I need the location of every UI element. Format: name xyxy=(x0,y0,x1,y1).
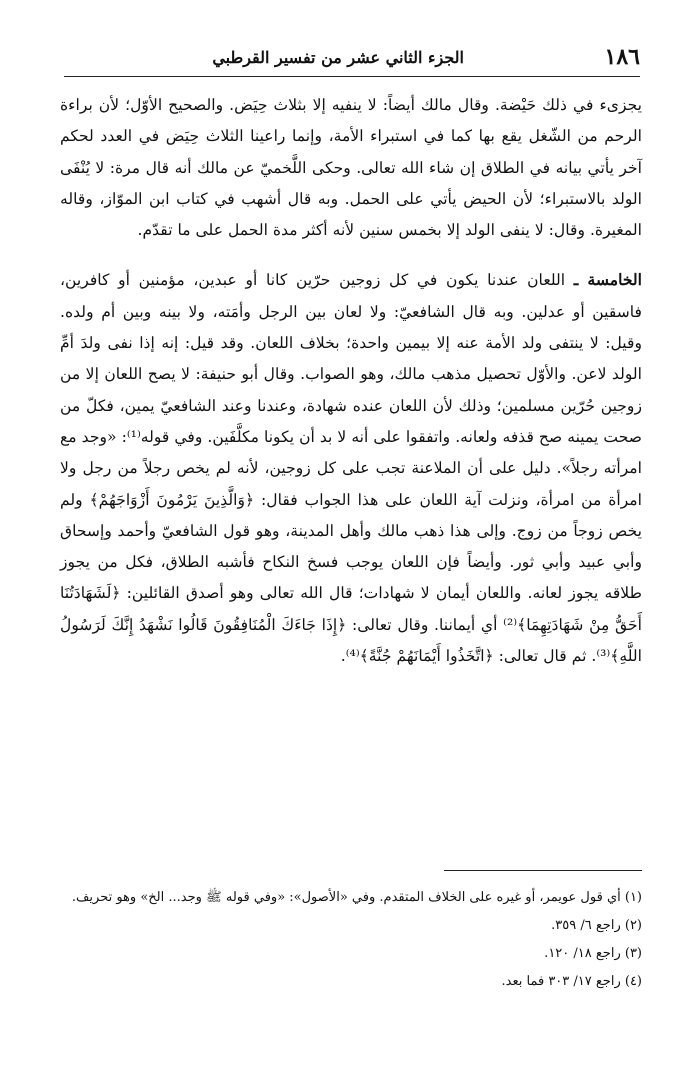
page-header xyxy=(64,44,640,77)
paragraph-2-text: اللعان عندنا يكون في كل زوجين حرّين كانا أو عبدين، مؤمنين أو كافرين، فاسقين أو عدلين. وبه قال الشافعيّ: ولا لعان بين الرجل وأمَته، ولا بينه وبين أم ولده. وقيل: لا ينتفى ولد الأمة عنه إلا بيمين واحدة؛ بخلاف اللعان. وقد قيل: إنه إذا نفى ولدَ أمِّ الولد لاعن. والأوّل تحصيل مذهب مالك، وهو الصواب. وقال أبو حنيفة: لا يصح اللعان إلا من زوجين حُرّين مسلمين؛ وذلك لأن اللعان عنده شهادة، وعندنا وعند الشافعيّ يمين، فكلّ من صحت يمينه صح قذفه ولعانه. واتفقوا على أنه لا بد أن يكونا مكلَّفَين. وفي قوله⁽¹⁾: «وجد مع امرأته رجلاً». دليل على أن الملاعنة تجب على كل زوجين، لأنه لم يخص رجلاً من رجل ولا امرأة من امرأة، ونزلت آية اللعان على هذا الجواب فقال: ﴿وَالَّذِينَ يَرْمُونَ أَزْوَاجَهُمْ﴾ ولم يخص زوجاً من زوج. وإلى هذا ذهب مالك وأهل المدينة، وهو قول الشافعيّ وأحمد وإسحاق وأبي عبيد وأبي ثور. وأيضاً فإن اللعان يوجب فسخ النكاح فأشبه الطلاق، فكل من يجوز طلاقه يجوز لعانه. واللعان أيمان لا شهادات؛ قال الله تعالى وهو أصدق القائلين: ﴿لَشَهَادَتُنَا أَحَقُّ مِنْ شَهَادَتِهِمَا﴾⁽²⁾ أي أيماننا. وقال تعالى: ﴿إِذَا جَاءَكَ الْمُنَافِقُونَ قَالُوا نَشْهَدُ إِنَّكَ لَرَسُولُ اللَّهِ﴾⁽³⁾. ثم قال تعالى: ﴿اتَّخَذُوا أَيْمَانَهُمْ جُنَّةً﴾⁽⁴⁾. xyxy=(60,271,643,666)
section-lead: الخامسة ـ xyxy=(573,270,642,290)
footnote-3: (٣) راجع ١٨/ ١٢٠. xyxy=(544,946,642,961)
running-title: الجزء الثاني عشر من تفسير القرطبي xyxy=(212,48,464,67)
footnote-4: (٤) راجع ١٧/ ٣٠٣ فما بعد. xyxy=(501,974,642,989)
footnote-1: (١) أي قول عويمر، أو غيره على الخلاف المتقدم. وفي «الأصول»: «وفي قوله ﷺ وجد... الخ» وهو تحريف. xyxy=(71,890,642,905)
paragraph-2 xyxy=(60,264,642,672)
footnotes-divider xyxy=(444,870,642,871)
footnote-2: (٢) راجع ٦/ ٣٥٩. xyxy=(551,918,642,933)
footnotes xyxy=(60,884,642,996)
paragraph-1: يجزىء في ذلك حَيْضة. وقال مالك أيضاً: لا ينفيه إلا بثلاث حِيَض. والصحيح الأوّل؛ لأن براءة الرحم من الشّغل يقع بها كما في استبراء الأمة، وإنما راعينا الثلاث حِيَض في العدد لحكم آخر يأتي بيانه في الطلاق إن شاء الله تعالى. وحكى اللَّخميّ عن مالك أنه قال مرة: لا يُنْفَى الولد بالاستبراء؛ لأن الحيض يأتي على الحمل. وبه قال أشهب في كتاب ابن الموّاز، وقاله المغيرة. وقال: لا ينفى الولد إلا بخمس سنين لأنه أكثر مدة الحمل على ما تقدّم. xyxy=(60,96,642,240)
page-number: ١٨٦ xyxy=(604,44,640,70)
main-text xyxy=(60,90,642,672)
